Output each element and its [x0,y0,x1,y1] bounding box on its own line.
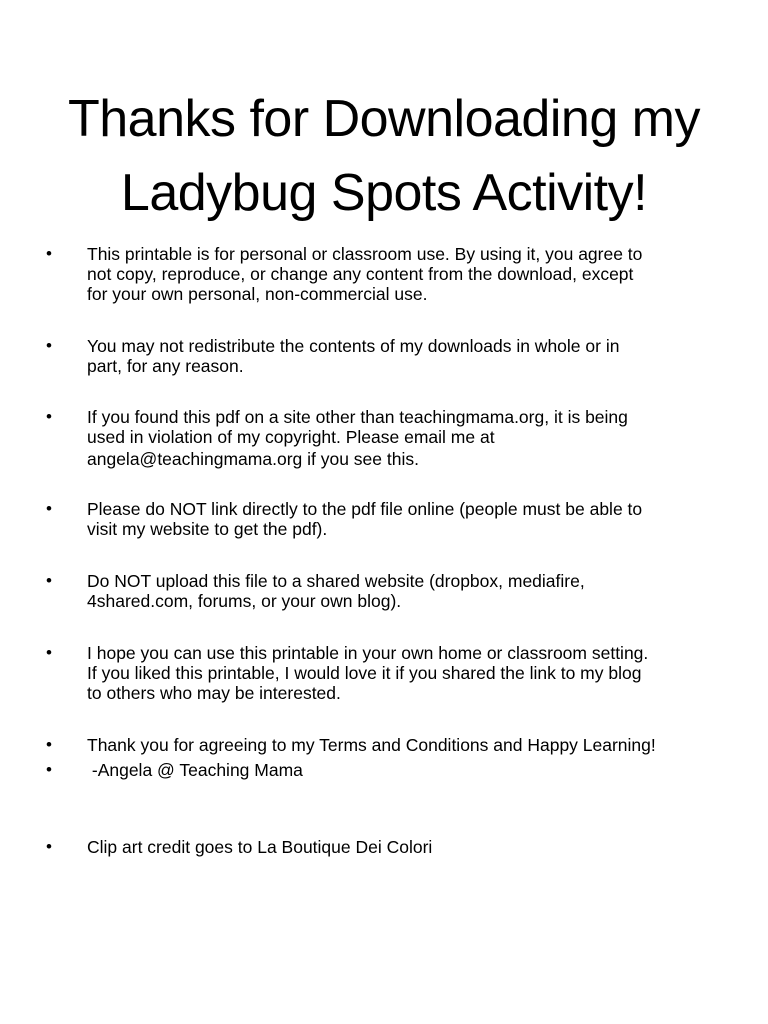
list-item-line: Clip art credit goes to La Boutique Dei Colori [87,837,433,857]
list-item-line: part, for any reason. [87,356,244,376]
list-item-line: You may not redistribute the contents of my downloads in whole or in [87,336,620,356]
list-item-line: I hope you can use this printable in your own home or classroom setting. [87,643,649,663]
list-item-line: Thank you for agreeing to my Terms and Conditions and Happy Learning! [87,735,656,755]
bullet-icon: • [46,735,52,754]
list-item-line: not copy, reproduce, or change any content from the download, except [87,264,634,284]
bullet-icon: • [46,407,52,426]
bullet-icon: • [46,499,52,518]
list-item-line: Please do NOT link directly to the pdf file online (people must be able to [87,499,643,519]
list-item-line: 4shared.com, forums, or your own blog). [87,591,402,611]
list-item-text [87,336,737,376]
list-item-line: -Angela @ Teaching Mama [87,760,303,780]
page-title [0,82,768,230]
list-item-line: for your own personal, non-commercial use. [87,284,428,304]
title-line-1: Thanks for Downloading my [67,90,700,148]
list-item-line: If you found this pdf on a site other than teachingmama.org, it is being [87,407,628,427]
bullet-icon: • [46,336,52,355]
list-item-line: used in violation of my copyright. Please email me at [87,427,495,447]
list-item-text [87,244,737,304]
list-item-text [87,499,737,539]
list-item-text [87,407,737,469]
list-item-line: Do NOT upload this file to a shared website (dropbox, mediafire, [87,571,585,591]
list-item-line: to others who may be interested. [87,683,341,703]
bullet-icon: • [46,244,52,263]
bullet-icon: • [46,643,52,662]
list-item-text [87,735,737,755]
title-line-2: Ladybug Spots Activity! [120,164,648,222]
list-item-line: angela@teachingmama.org if you see this. [87,449,419,469]
list-item-text [87,760,737,780]
bullet-icon: • [46,837,52,856]
list-item-text [87,837,737,857]
bullet-icon: • [46,760,52,779]
list-item-text [87,643,737,703]
list-item-line: If you liked this printable, I would love it if you shared the link to my blog [87,663,642,683]
list-item-line: visit my website to get the pdf). [87,519,328,539]
list-item-text [87,571,737,611]
list-item-line: This printable is for personal or classroom use. By using it, you agree to [87,244,643,264]
bullet-icon: • [46,571,52,590]
